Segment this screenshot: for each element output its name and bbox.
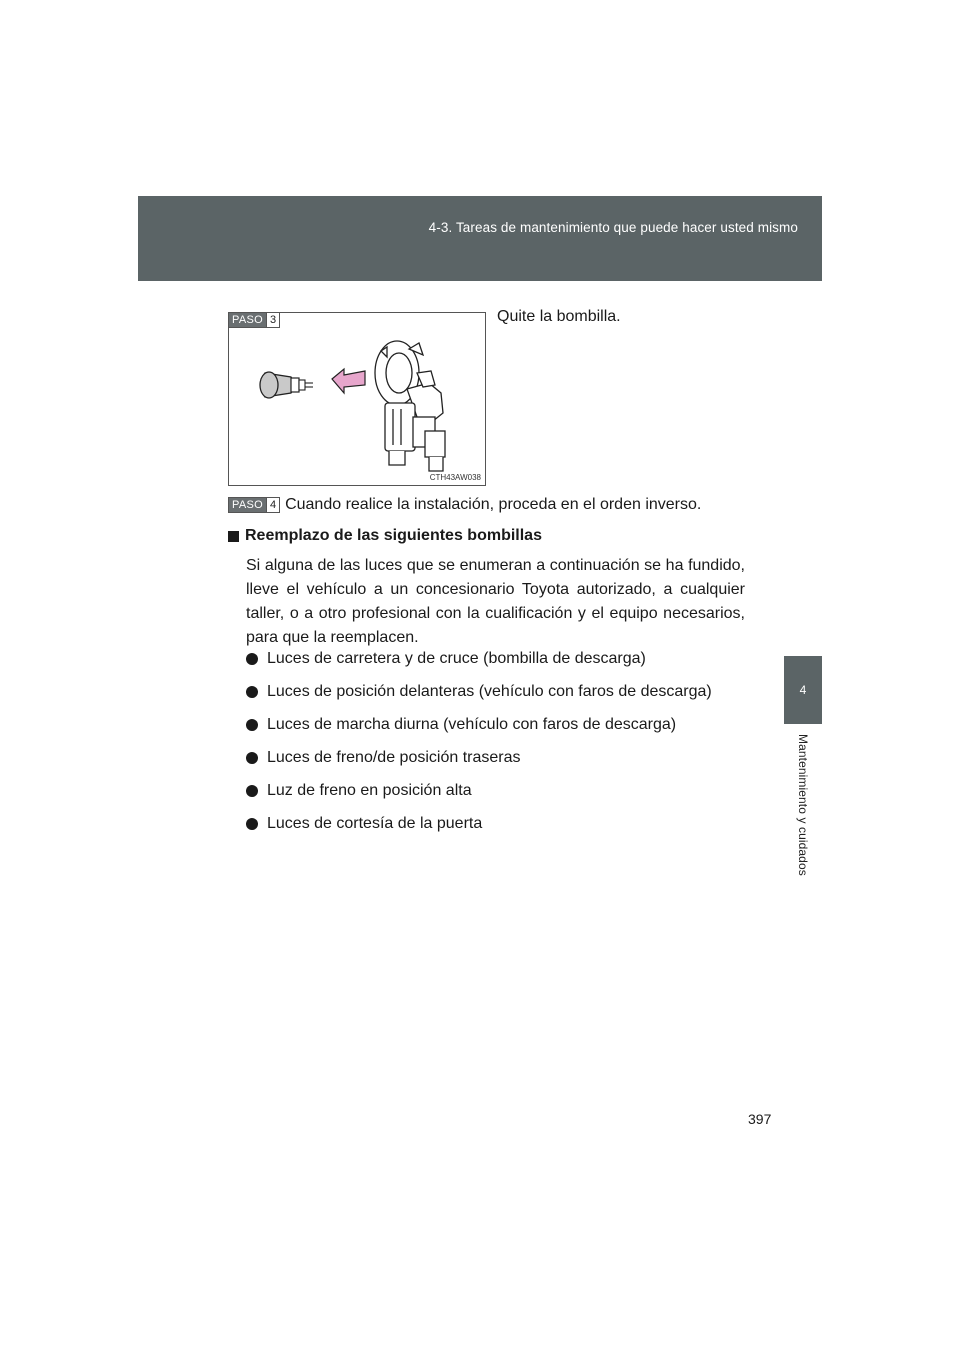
- page-number: 397: [748, 1111, 772, 1127]
- square-bullet-icon: [228, 531, 239, 542]
- bulb-icon: [260, 372, 313, 398]
- header-band: [138, 196, 822, 281]
- chapter-tab: [784, 656, 822, 724]
- list-item: [246, 815, 712, 848]
- bullet-dot-icon: [246, 818, 258, 830]
- step4-row: [228, 496, 701, 514]
- step3-badge-label: PASO: [229, 313, 266, 327]
- arrow-left-icon: [332, 369, 365, 393]
- step3-badge-number: 3: [266, 313, 279, 327]
- list-item-text: Luces de freno/de posición traseras: [267, 749, 521, 766]
- list-item-text: Luces de marcha diurna (vehículo con faros de descarga): [267, 716, 677, 733]
- chapter-label: [784, 734, 822, 904]
- step4-badge-label: PASO: [229, 498, 266, 512]
- list-item: [246, 683, 712, 716]
- bulb-socket-illustration: [229, 313, 485, 485]
- list-item-text: Luces de carretera y de cruce (bombilla de descarga): [267, 650, 646, 667]
- chapter-label-text: Mantenimiento y cuidados: [796, 734, 810, 876]
- step4-badge-number: 4: [266, 498, 279, 512]
- list-item: [246, 716, 712, 749]
- chapter-number: 4: [799, 683, 807, 697]
- list-item-text: Luces de cortesía de la puerta: [267, 815, 483, 832]
- list-item-text: Luz de freno en posición alta: [267, 782, 472, 799]
- list-item-text: Luces de posición delanteras (vehículo con faros de descarga): [267, 683, 712, 700]
- section-paragraph: Si alguna de las luces que se enumeran a continuación se ha fundido, lleve el vehículo a un concesionario Toyota autorizado, a cualquier taller, o a otro profesional con la cualificación y el equipo necesarios, para que la reemplacen.: [246, 557, 745, 646]
- figure-code: CTH43AW038: [429, 473, 481, 482]
- section-title: 4-3. Tareas de mantenimiento que puede hacer usted mismo: [428, 220, 798, 235]
- list-item: [246, 749, 712, 782]
- step4-instruction: Cuando realice la instalación, proceda en el orden inverso.: [285, 496, 702, 513]
- bullet-dot-icon: [246, 719, 258, 731]
- step3-badge: [228, 312, 280, 328]
- bullet-dot-icon: [246, 752, 258, 764]
- socket-icon: [375, 341, 445, 471]
- list-item: [246, 650, 712, 683]
- step3-instruction: Quite la bombilla.: [497, 308, 621, 325]
- bullet-dot-icon: [246, 785, 258, 797]
- bulb-list: [246, 650, 712, 848]
- section-heading-text: Reemplazo de las siguientes bombillas: [245, 527, 542, 544]
- section-heading: [228, 527, 542, 545]
- bullet-dot-icon: [246, 653, 258, 665]
- list-item: [246, 782, 712, 815]
- step4-badge: [228, 497, 280, 513]
- bulb-removal-figure: [228, 312, 486, 486]
- bullet-dot-icon: [246, 686, 258, 698]
